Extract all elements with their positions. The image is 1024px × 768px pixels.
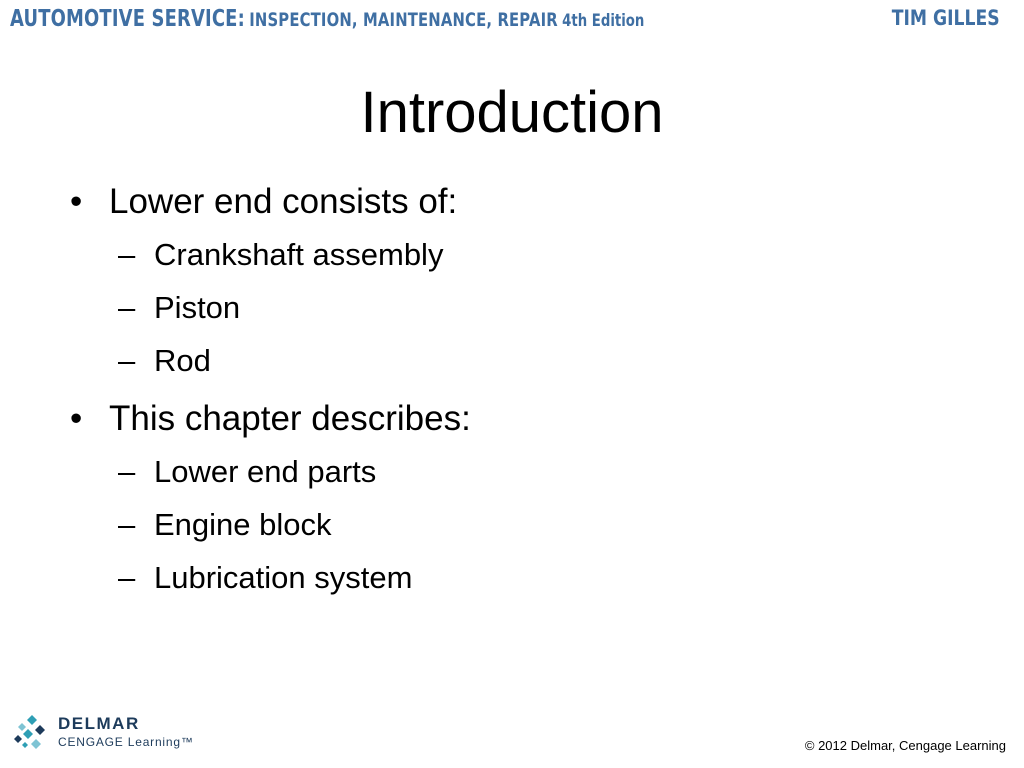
delmar-cengage-logo-icon [14,714,50,750]
sub-bullet-text: Lower end parts [154,454,377,489]
book-edition: 4th Edition [562,11,645,31]
sub-bullet-item [64,334,964,387]
sub-bullet-text: Piston [154,290,241,325]
bullet-list [64,176,964,604]
sub-bullet-text: Crankshaft assembly [154,237,444,272]
copyright-notice: © 2012 Delmar, Cengage Learning [804,738,1006,753]
dash-glyph: – [118,454,136,489]
bullet-item [64,176,964,228]
logo-trademark: ™ [180,735,194,749]
book-title-banner [10,6,644,32]
sub-bullet-text: Rod [154,343,211,378]
sub-bullet-item [64,498,964,551]
dash-glyph: – [118,507,136,542]
dash-glyph: – [118,290,136,325]
publisher-logo [14,712,214,754]
book-subtitle: INSPECTION, MAINTENANCE, REPAIR [249,9,558,31]
bullet-text: This chapter describes: [109,399,471,438]
sub-bullet-item [64,551,964,604]
bullet-glyph: • [70,399,83,438]
sub-bullet-item [64,228,964,281]
book-title: AUTOMOTIVE SERVICE: [10,6,245,32]
dash-glyph: – [118,560,136,595]
sub-bullet-item [64,281,964,334]
logo-wordmark: DELMAR [58,714,140,733]
author-name: TIM GILLES [892,6,1000,30]
logo-tagline: CENGAGE Learning [58,735,181,749]
slide-title: Introduction [360,80,664,145]
sub-bullet-text: Lubrication system [154,560,413,595]
bullet-text: Lower end consists of: [109,182,458,221]
dash-glyph: – [118,343,136,378]
bullet-glyph: • [70,182,83,221]
dash-glyph: – [118,237,136,272]
sub-bullet-text: Engine block [154,507,332,542]
header-bar [10,6,1000,36]
logo-tagline-line [58,735,194,749]
bullet-item [64,393,964,445]
sub-bullet-item [64,445,964,498]
